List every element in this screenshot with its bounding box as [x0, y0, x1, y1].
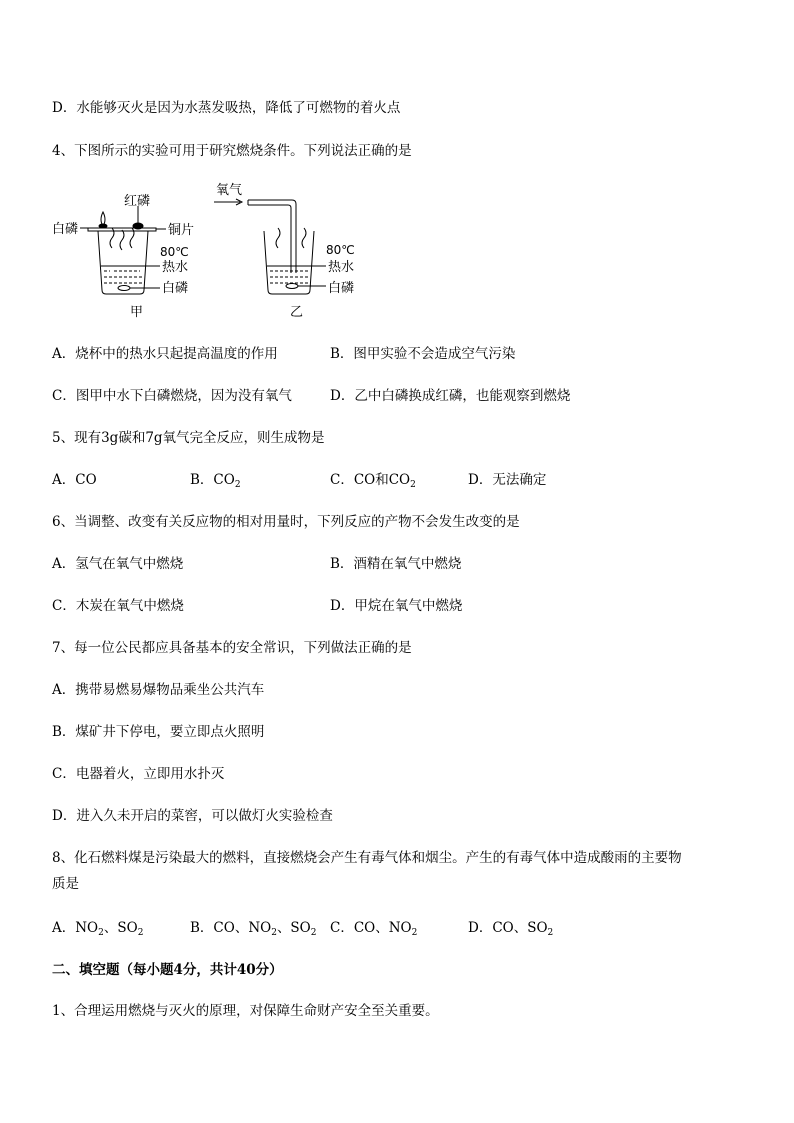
question-4-stem: 4、下图所示的实验可用于研究燃烧条件。下列说法正确的是	[52, 143, 412, 159]
q4-option-d: D．乙中白磷换成红磷，也能观察到燃烧	[330, 388, 571, 404]
previous-option-d: D．水能够灭火是因为水蒸发吸热，降低了可燃物的着火点	[52, 100, 401, 116]
section-2-heading: 二、填空题（每小题4分，共计40分）	[52, 962, 283, 978]
q4-option-c: C．图甲中水下白磷燃烧，因为没有氧气	[52, 388, 292, 404]
label-white-phosphorus-top: 白磷	[52, 222, 79, 237]
label-white-phosphorus-jia: 白磷	[162, 281, 189, 296]
q5-option-b: B．$CO_2$	[190, 472, 241, 490]
q4-option-a: A．烧杯中的热水只起提高温度的作用	[52, 346, 278, 362]
label-hot-water-jia: 热水	[162, 260, 189, 275]
q7-option-b: B．煤矿井下停电，要立即点火照明	[52, 724, 265, 740]
q5-option-d: D．无法确定	[468, 472, 547, 488]
question-5-stem: 5、现有3g碳和7g氧气完全反应，则生成物是	[52, 430, 325, 446]
q5-option-a: A．CO	[52, 472, 97, 488]
combustion-experiment-figure	[50, 178, 370, 323]
label-white-phosphorus-yi: 白磷	[328, 281, 355, 296]
q6-option-d: D．甲烷在氧气中燃烧	[330, 598, 463, 614]
figure-yi	[214, 199, 326, 294]
label-temp-yi: 80℃	[326, 243, 355, 257]
q4-option-b: B．图甲实验不会造成空气污染	[330, 346, 516, 362]
label-red-phosphorus: 红磷	[124, 194, 151, 209]
question-8-stem-line2: 质是	[52, 876, 79, 892]
q7-option-c: C．电器着火，立即用水扑灭	[52, 766, 225, 782]
q6-option-a: A．氢气在氧气中燃烧	[52, 556, 184, 572]
q7-option-d: D．进入久未开启的菜窖，可以做灯火实验检查	[52, 808, 333, 824]
q6-option-b: B．酒精在氧气中燃烧	[330, 556, 462, 572]
label-oxygen: 氧气	[216, 183, 243, 198]
glass-tube	[248, 200, 296, 273]
q8-option-d: D．CO、$SO_2$	[468, 920, 554, 938]
q8-option-c: C．CO、$NO_2$	[330, 920, 418, 938]
q6-option-c: C．木炭在氧气中燃烧	[52, 598, 184, 614]
figure-jia	[80, 206, 166, 294]
beaker-jia	[98, 231, 148, 294]
label-copper-sheet: 铜片	[168, 223, 195, 238]
q7-option-a: A．携带易燃易爆物品乘坐公共汽车	[52, 682, 265, 698]
label-temp-jia: 80℃	[160, 245, 189, 259]
question-6-stem: 6、当调整、改变有关反应物的相对用量时，下列反应的产物不会发生改变的是	[52, 514, 520, 530]
question-7-stem: 7、每一位公民都应具备基本的安全常识，下列做法正确的是	[52, 640, 412, 656]
caption-jia: 甲	[130, 305, 144, 320]
q8-option-a: A．$NO_2$、$SO_2$	[52, 920, 144, 938]
label-hot-water-yi: 热水	[328, 260, 355, 275]
fill-question-1: 1、合理运用燃烧与灭火的原理，对保障生命财产安全至关重要。	[52, 1003, 439, 1019]
caption-yi: 乙	[290, 305, 304, 320]
q8-option-b: B．CO、$NO_2$、$SO_2$	[190, 920, 317, 938]
question-8-stem-line1: 8、化石燃料煤是污染最大的燃料，直接燃烧会产生有毒气体和烟尘。产生的有毒气体中造成酸雨的主要物	[52, 850, 682, 866]
q5-option-c: C．CO和$CO_2$	[330, 472, 416, 490]
